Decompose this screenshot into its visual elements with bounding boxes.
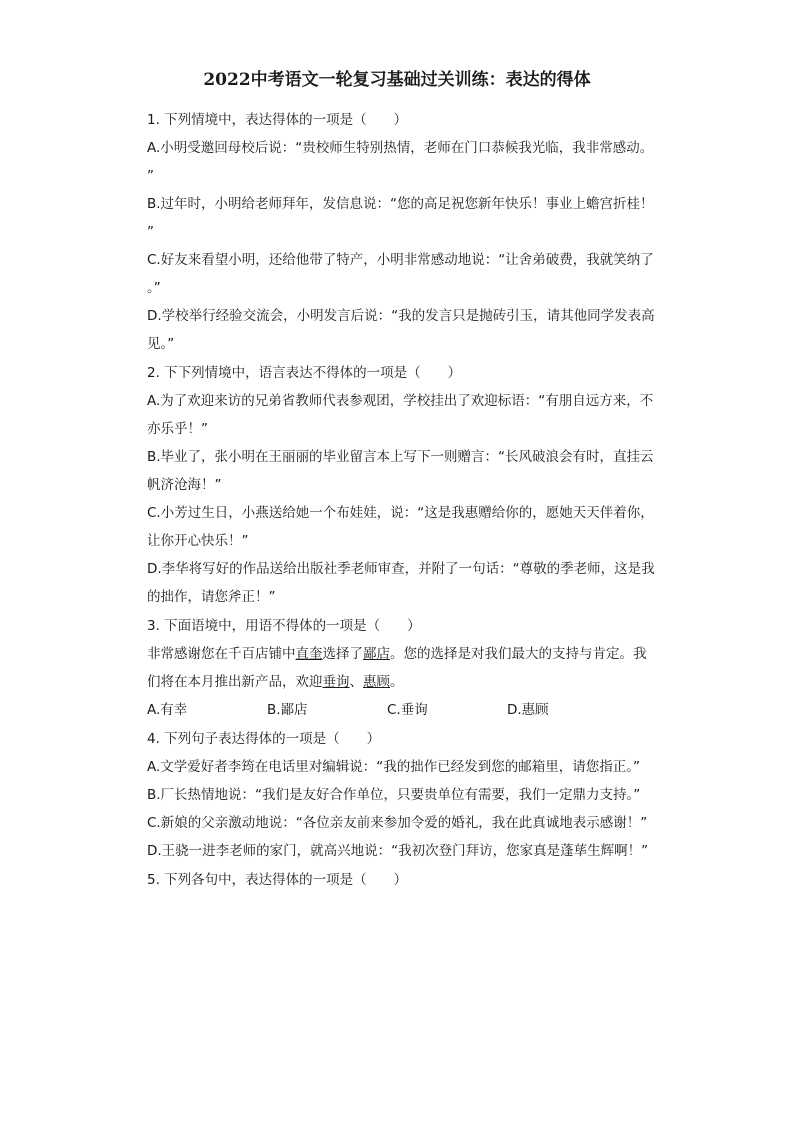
question-4-option-b: B.厂长热情地说：“我们是友好合作单位，只要贵单位有需要，我们一定鼎力支持。”	[147, 787, 641, 803]
question-3-option-b: B.鄙店	[267, 702, 308, 718]
question-5-stem: 5. 下列各句中，表达得体的一项是（ ）	[147, 872, 408, 888]
question-1-option-a-cont: ”	[147, 168, 154, 184]
question-2-option-b: B.毕业了，张小明在王丽丽的毕业留言本上写下一则赠言：“长风破浪会有时，直挂云	[147, 449, 654, 465]
passage-text: 非常感谢您在千百店铺中	[147, 646, 296, 662]
question-2-option-b-cont: 帆济沧海！”	[147, 477, 222, 493]
passage-text: 。	[390, 674, 404, 690]
question-3-option-a: A.有幸	[147, 702, 188, 718]
question-1-option-a: A.小明受邀回母校后说：“贵校师生特别热情，老师在门口恭候我光临，我非常感动。	[147, 140, 654, 156]
question-1-option-d: D.学校举行经验交流会，小明发言后说：“我的发言只是抛砖引玉，请其他同学发表高	[147, 308, 655, 324]
question-4-option-c: C.新娘的父亲激动地说：“各位亲友前来参加令爱的婚礼，我在此真诚地表示感谢！”	[147, 815, 648, 831]
question-3-options	[147, 696, 674, 724]
passage-text: 、	[349, 674, 363, 690]
question-3-option-c: C.垂询	[387, 702, 428, 718]
question-1-stem: 1. 下列情境中，表达得体的一项是（ ）	[147, 112, 408, 128]
underlined-word: 鄙店	[363, 646, 390, 662]
question-1-option-b: B.过年时，小明给老师拜年，发信息说：“您的高足祝您新年快乐！事业上蟾宫折桂！	[147, 196, 654, 212]
question-2-option-c: C.小芳过生日，小燕送给她一个布娃娃，说：“这是我惠赠给你的，愿她天天伴着你，	[147, 505, 654, 521]
question-1-option-c: C.好友来看望小明，还给他带了特产，小明非常感动地说：“让舍弟破费，我就笑纳了	[147, 252, 654, 268]
question-1-option-c-cont: 。”	[147, 280, 161, 296]
question-3-passage-line-1	[147, 640, 674, 668]
question-1-option-b-cont: ”	[147, 224, 154, 240]
question-2-option-d-cont: 的拙作，请您斧正！”	[147, 589, 276, 605]
underlined-word: 惠顾	[363, 674, 390, 690]
question-3-stem: 3. 下面语境中，用语不得体的一项是（ ）	[147, 618, 421, 634]
question-4-option-d: D.王骁一进李老师的家门，就高兴地说：“我初次登门拜访，您家真是蓬荜生辉啊！”	[147, 843, 649, 859]
passage-text: 选择了	[322, 646, 363, 662]
question-2-option-d: D.李华将写好的作品送给出版社季老师审查，并附了一句话：“尊敬的季老师，这是我	[147, 561, 655, 577]
underlined-word: 直奎	[295, 646, 323, 662]
question-4-stem: 4. 下列句子表达得体的一项是（ ）	[147, 731, 381, 747]
question-2-stem: 2. 下下列情境中，语言表达不得体的一项是（ ）	[147, 365, 462, 381]
question-2-option-a: A.为了欢迎来访的兄弟省教师代表参观团，学校挂出了欢迎标语：“有朋自远方来，不	[147, 393, 654, 409]
question-2-option-a-cont: 亦乐乎！”	[147, 421, 208, 437]
underlined-word: 垂询	[322, 674, 350, 690]
question-3-option-d: D.惠顾	[507, 702, 549, 718]
question-1-option-d-cont: 见。”	[147, 336, 175, 352]
passage-text: 们将在本月推出新产品，欢迎	[147, 674, 323, 690]
question-2-option-c-cont: 让你开心快乐！”	[147, 533, 249, 549]
passage-text: 。您的选择是对我们最大的支持与肯定。我	[390, 646, 647, 662]
question-3-passage-line-2	[147, 668, 674, 696]
question-4-option-a: A.文学爱好者李筠在电话里对编辑说：“我的拙作已经发到您的邮箱里，请您指正。”	[147, 759, 641, 775]
document-title: 2022中考语文一轮复习基础过关训练：表达的得体	[203, 70, 591, 90]
